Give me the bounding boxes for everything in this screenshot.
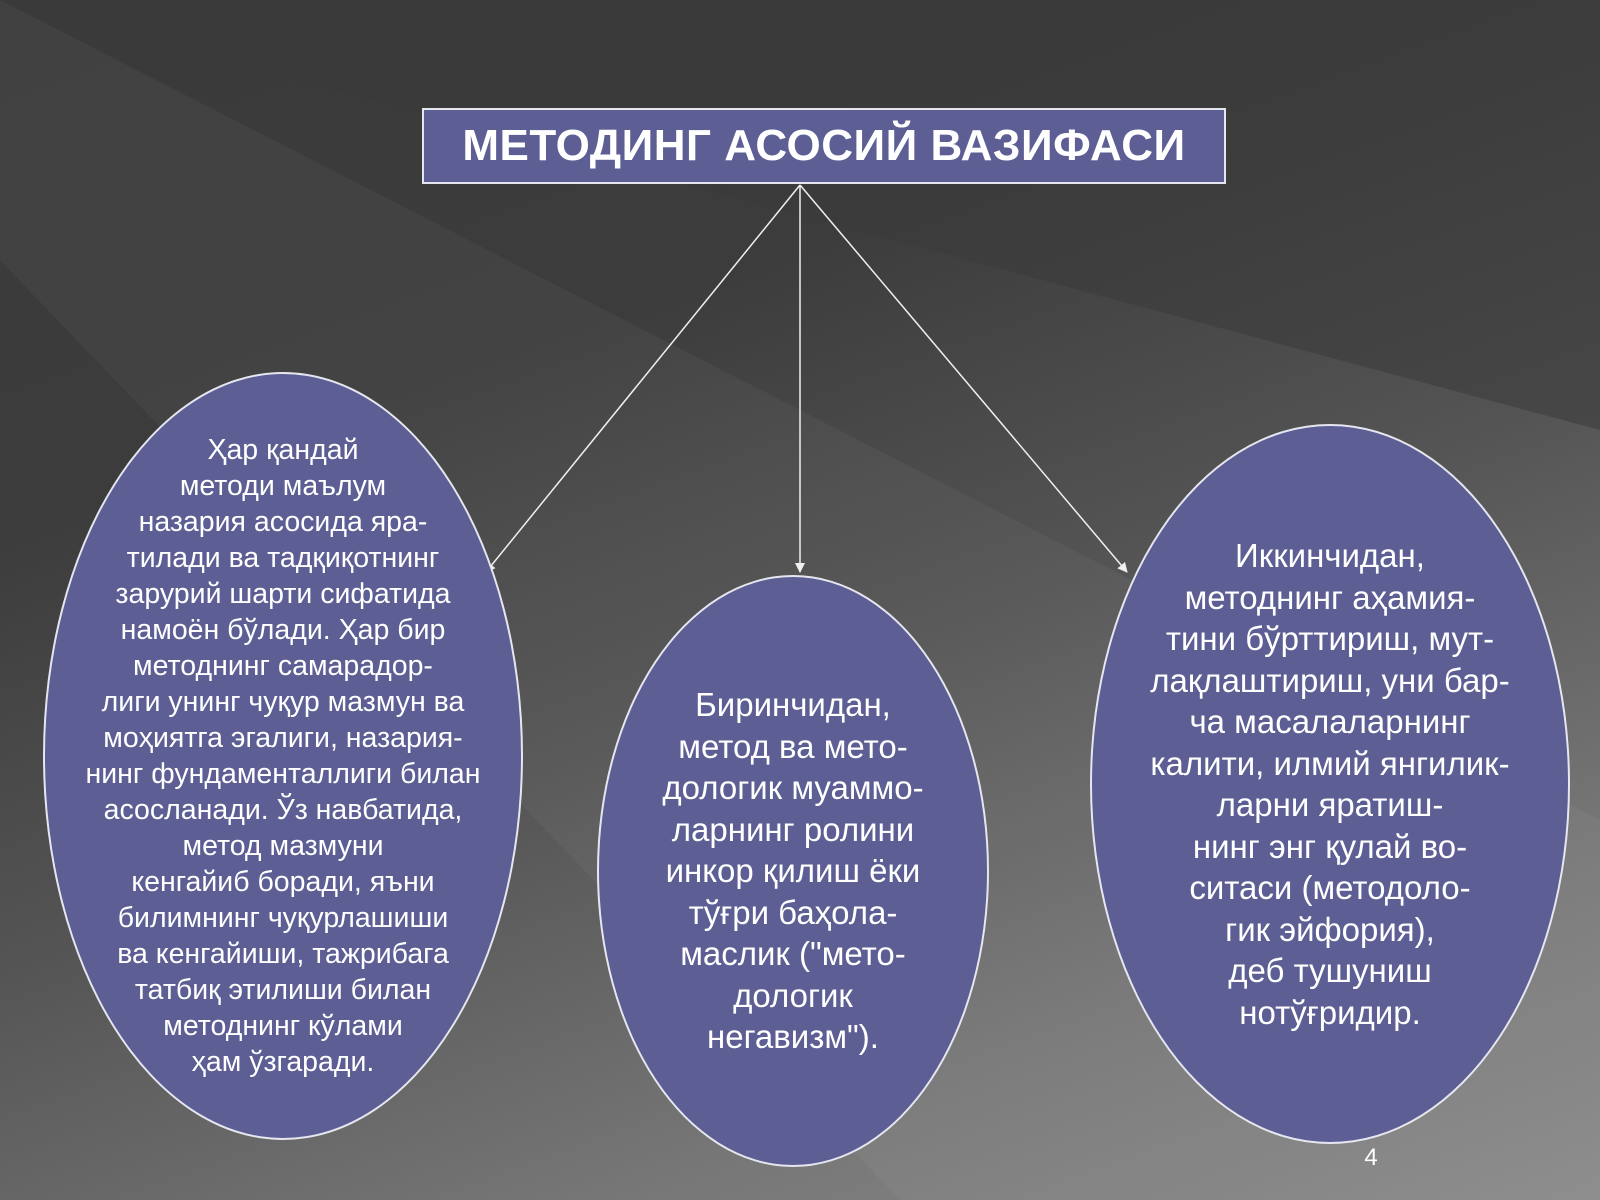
center-ellipse: [597, 575, 989, 1167]
title-text: МЕТОДИНГ АСОСИЙ ВАЗИФАСИ: [462, 121, 1186, 170]
left-ellipse-text: Ҳар қандай методи маълум назария асосида яра- тилади ва тадқиқотнинг зарурий шарти сифатида намоён бўлади. Ҳар бир методнинг самарадор- лиги унинг чуқур мазмун ва моҳиятга эгалиги, назария- нинг фундаменталлиги билан асосланади. Ўз навбатида, метод мазмуни кенгайиб боради, яъни билимнинг чуқурлашиши ва кенгайиши, тажрибага татбиқ этилиши билан методнинг кўлами ҳам ўзгаради.: [85, 434, 481, 1078]
left-ellipse: [43, 372, 523, 1140]
right-ellipse-text: Иккинчидан, методнинг аҳамия- тини бўрттириш, мут- лақлаштириш, уни бар- ча масалаларнинг калити, илмий янгилик- ларни яратиш- нинг энг қулай во- ситаси (методоло- гик эйфория), деб тушуниш нотўғридир.: [1150, 537, 1510, 1031]
page-number: 4: [1364, 1144, 1378, 1171]
center-ellipse-text: Биринчидан, метод ва мето- дологик муаммо- ларнинг ролини инкор қилиш ёки тўғри баҳола- маслик ("мето- дологик негавизм").: [662, 686, 924, 1056]
title-box: [422, 108, 1226, 184]
right-ellipse: [1090, 424, 1570, 1144]
